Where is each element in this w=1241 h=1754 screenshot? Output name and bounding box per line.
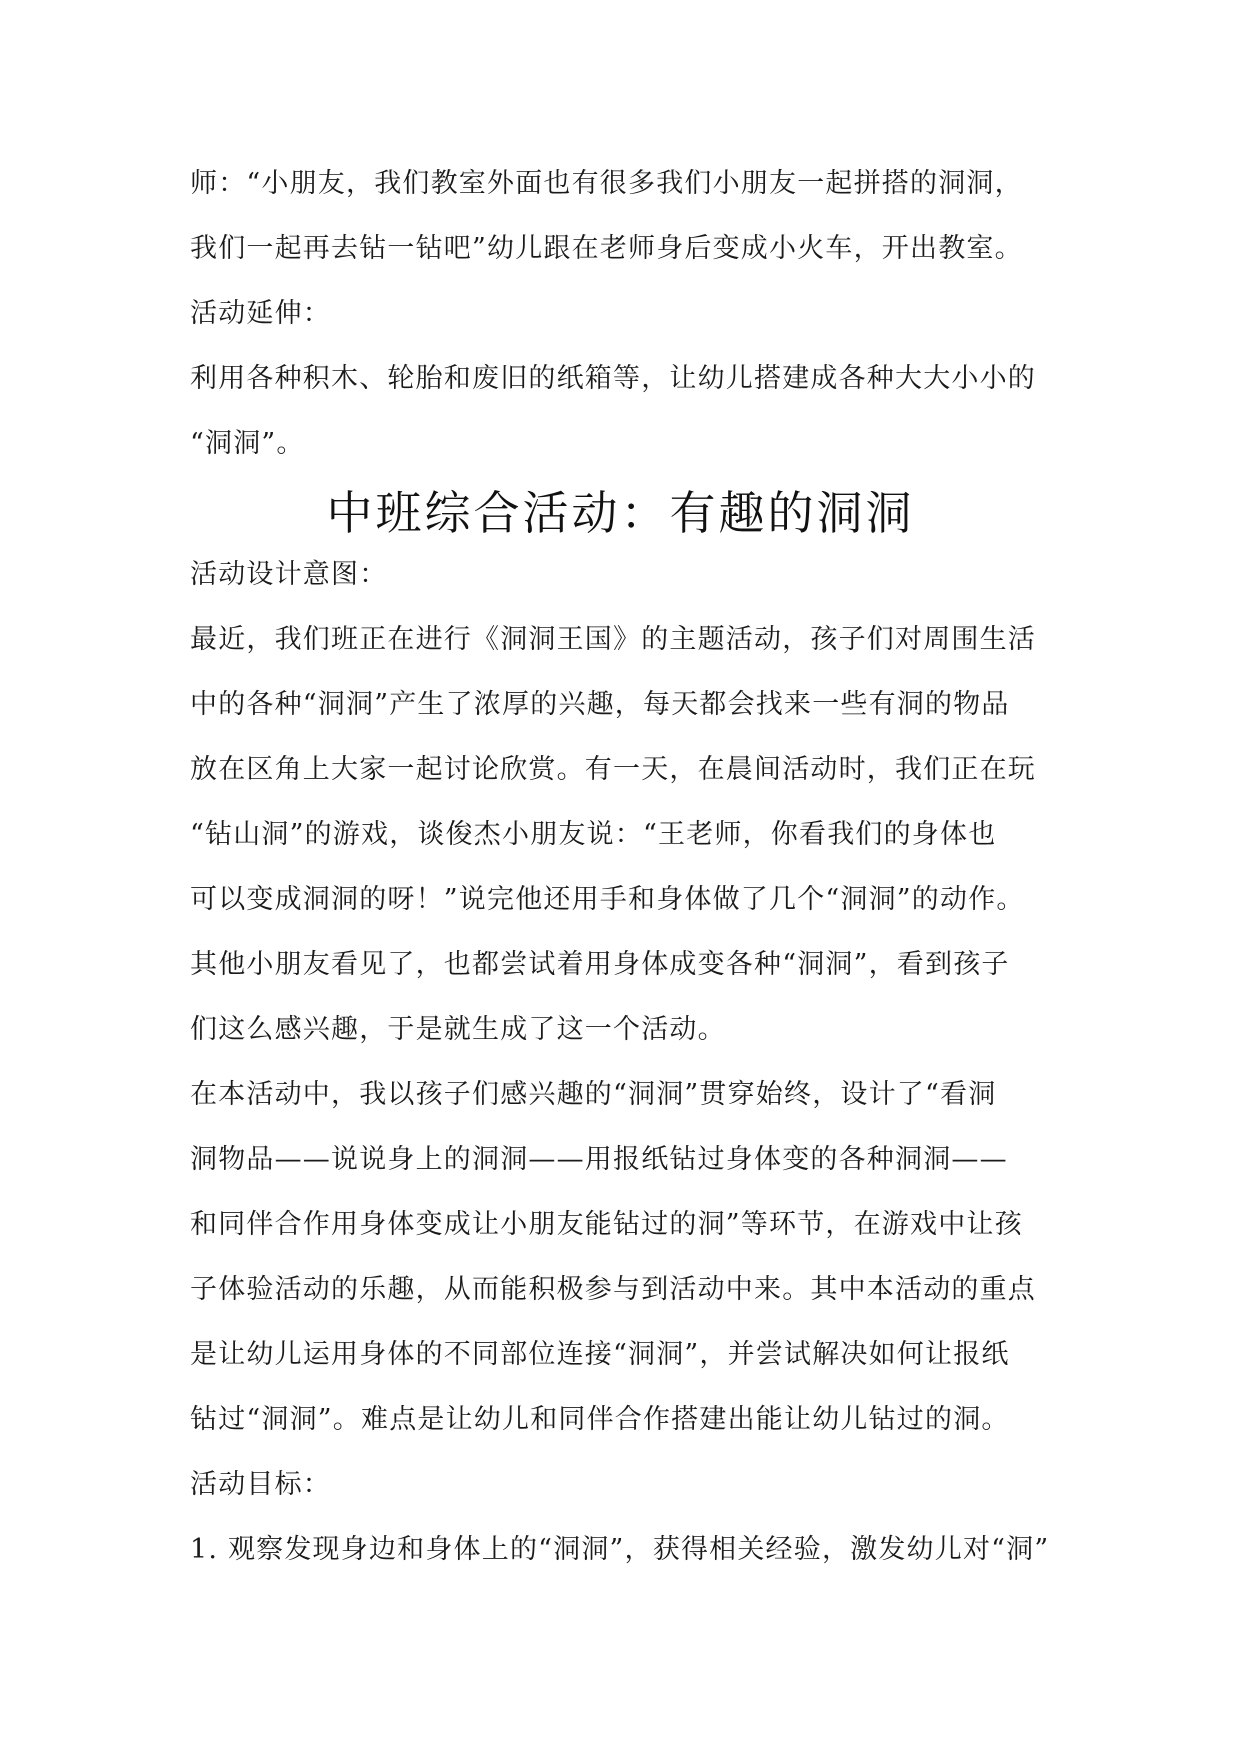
paragraph-line: 洞物品——说说身上的洞洞——用报纸钻过身体变的各种洞洞—— bbox=[190, 1144, 1008, 1175]
paragraph-line: 师：“小朋友，我们教室外面也有很多我们小朋友一起拼搭的洞洞， bbox=[190, 168, 1023, 199]
paragraph-line: 我们一起再去钻一钻吧”幼儿跟在老师身后变成小火车，开出教室。 bbox=[190, 233, 1023, 264]
paragraph-line: 利用各种积木、轮胎和废旧的纸箱等，让幼儿搭建成各种大大小小的 bbox=[190, 363, 1036, 394]
paragraph-line: 可以变成洞洞的呀！”说完他还用手和身体做了几个“洞洞”的动作。 bbox=[190, 884, 1025, 915]
paragraph-line: “洞洞”。 bbox=[190, 428, 305, 459]
page-title: 中班综合活动：有趣的洞洞 bbox=[326, 486, 915, 540]
paragraph-line: 放在区角上大家一起讨论欣赏。有一天，在晨间活动时，我们正在玩 bbox=[190, 754, 1036, 785]
paragraph-line: 和同伴合作用身体变成让小朋友能钻过的洞”等环节，在游戏中让孩 bbox=[190, 1209, 1023, 1240]
paragraph-line: 最近，我们班正在进行《洞洞王国》的主题活动，孩子们对周围生活 bbox=[190, 624, 1036, 655]
section-heading-goals: 活动目标： bbox=[190, 1469, 331, 1500]
paragraph-line: 子体验活动的乐趣，从而能积极参与到活动中来。其中本活动的重点 bbox=[190, 1274, 1036, 1305]
paragraph-line: 钻过“洞洞”。难点是让幼儿和同伴合作搭建出能让幼儿钻过的洞。 bbox=[190, 1404, 1010, 1435]
paragraph-line: 在本活动中，我以孩子们感兴趣的“洞洞”贯穿始终，设计了“看洞 bbox=[190, 1079, 997, 1110]
list-item-goal-1: 1. 观察发现身边和身体上的“洞洞”，获得相关经验，激发幼儿对“洞” bbox=[190, 1534, 1050, 1565]
paragraph-line: 中的各种“洞洞”产生了浓厚的兴趣，每天都会找来一些有洞的物品 bbox=[190, 689, 1010, 720]
paragraph-line: 们这么感兴趣，于是就生成了这一个活动。 bbox=[190, 1014, 726, 1045]
paragraph-line: 其他小朋友看见了，也都尝试着用身体成变各种“洞洞”，看到孩子 bbox=[190, 949, 1010, 980]
paragraph-line: “钻山洞”的游戏，谈俊杰小朋友说：“王老师，你看我们的身体也 bbox=[190, 819, 997, 850]
paragraph-line: 是让幼儿运用身体的不同部位连接“洞洞”，并尝试解决如何让报纸 bbox=[190, 1339, 1010, 1370]
section-heading-extension: 活动延伸： bbox=[190, 298, 331, 329]
section-heading-design-intent: 活动设计意图： bbox=[190, 559, 388, 590]
